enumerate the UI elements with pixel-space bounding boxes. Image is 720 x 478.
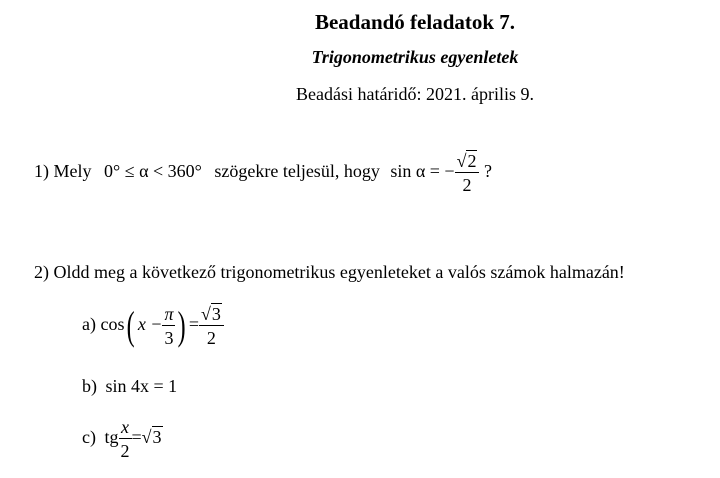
task-1-condition: 0° ≤ α < 360° xyxy=(104,161,202,182)
task-2c-denominator: 2 xyxy=(120,441,130,461)
task-2a xyxy=(82,305,224,347)
task-2a-inner: x − xyxy=(137,314,163,335)
page-title: Beadandó feladatok 7. xyxy=(314,10,516,34)
task-1-fraction-radicand: 2 xyxy=(467,151,477,171)
task-2b-label: b) xyxy=(82,376,97,396)
task-2a-rhs-radicand: 3 xyxy=(211,304,221,324)
left-paren-icon: ( xyxy=(127,303,136,348)
task-2c-func: tg xyxy=(104,427,119,448)
task-1-text-middle: szögekre teljesül, hogy xyxy=(214,161,380,182)
task-1-text-before: Mely xyxy=(53,161,92,182)
task-2a-inner-fraction xyxy=(162,305,175,347)
task-2a-rhs-denominator: 2 xyxy=(206,328,216,348)
task-2a-label: a) xyxy=(82,314,96,335)
task-2c-label: c) xyxy=(82,427,96,448)
task-1 xyxy=(34,152,492,194)
task-2c-radicand: 3 xyxy=(152,427,162,448)
task-2b xyxy=(82,376,177,397)
task-2a-equals: = xyxy=(188,314,199,335)
task-2c-fraction xyxy=(119,418,132,460)
page-subtitle: Trigonometrikus egyenletek xyxy=(311,47,519,67)
task-1-number: 1) xyxy=(34,161,49,182)
task-2a-inner-denominator: 3 xyxy=(164,328,174,348)
task-1-question-mark: ? xyxy=(483,161,492,182)
deadline-text: Beadási határidő: 2021. április 9. xyxy=(296,84,534,104)
task-1-equation-lhs: sin α = − xyxy=(390,161,455,182)
task-1-fraction: $\frac{√2}{2}$ xyxy=(455,152,480,194)
task-2a-inner-numerator: π xyxy=(164,304,174,324)
task-2c: c) tg $\frac{x}{2}$ =√3 xyxy=(82,417,162,461)
task-2-prompt: 2) Oldd meg a következő trigonometrikus egyenleteket a valós számok halmazán! xyxy=(34,262,625,282)
task-2c-equals: = xyxy=(131,427,142,448)
right-paren-icon: ) xyxy=(178,303,187,348)
task-2b-equation: sin 4x = 1 xyxy=(105,376,178,396)
task-2a-rhs-fraction: $\frac{√3}{2}$ xyxy=(199,305,224,347)
task-2c-numerator: x xyxy=(119,418,132,439)
task-2a-func: cos xyxy=(100,314,125,335)
task-1-fraction-denominator: 2 xyxy=(462,175,472,195)
